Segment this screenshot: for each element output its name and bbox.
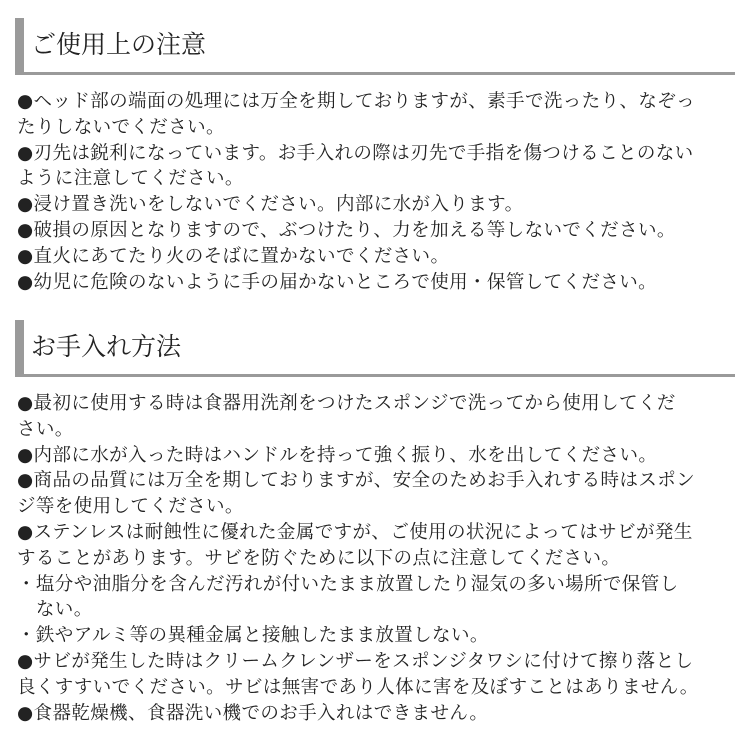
text-line: ●幼児に危険のないように手の届かないところで使用・保管してください。 (17, 271, 658, 293)
text-line: ●破損の原因となりますので、ぶつけたり、力を加える等しないでください。 (17, 219, 676, 241)
section-title: お手入れ方法 (31, 332, 182, 361)
care-instructions-section (0, 320, 750, 726)
text-line: ない。 (17, 599, 93, 621)
text-line: ように注意してください。 (17, 168, 244, 190)
text-line: ●内部に水が入った時はハンドルを持って強く振り、水を出してください。 (17, 444, 658, 466)
text-line: ・鉄やアルミ等の異種金属と接触したまま放置しない。 (17, 625, 489, 647)
text-line: ●刃先は鋭利になっています。お手入れの際は刃先で手指を傷つけることのない (17, 142, 694, 164)
text-line: ●サビが発生した時はクリームクレンザーをスポンジタワシに付けて擦り落とし (17, 650, 694, 672)
text-line: ・塩分や油脂分を含んだ汚れが付いたまま放置したり湿気の多い場所で保管し (17, 573, 679, 595)
section-header (15, 320, 735, 377)
text-line: さい。 (17, 418, 74, 440)
text-line: ●直火にあてたり火のそばに置かないでください。 (17, 245, 450, 267)
text-line: ●食器乾燥機、食器洗い機でのお手入れはできません。 (17, 702, 489, 724)
header-accent-bar (15, 320, 24, 374)
text-line: ●商品の品質には万全を期しておりますが、安全のためお手入れする時はスポン (17, 470, 696, 492)
section-header (15, 18, 735, 75)
header-accent-bar (15, 18, 24, 72)
text-line: ●ステンレスは耐蝕性に優れた金属ですが、ご使用の状況によってはサビが発生 (17, 521, 693, 543)
text-line: たりしないでください。 (17, 116, 225, 138)
text-line: ●ヘッド部の端面の処理には万全を期しておりますが、素手で洗ったり、なぞっ (17, 91, 696, 112)
text-line: することがあります。サビを防ぐために以下の点に注意してください。 (17, 547, 621, 569)
section-title: ご使用上の注意 (31, 30, 207, 59)
text-line: ●浸け置き洗いをしないでください。内部に水が入ります。 (17, 194, 524, 216)
section-body (17, 391, 733, 726)
text-line: ジ等を使用してください。 (17, 496, 244, 518)
text-line: ●最初に使用する時は食器用洗剤をつけたスポンジで洗ってから使用してくだ (17, 393, 676, 414)
usage-precautions-section (0, 18, 750, 295)
section-body (17, 89, 733, 295)
text-line: 良くすすいでください。サビは無害であり人体に害を及ぼすことはありません。 (17, 676, 699, 698)
